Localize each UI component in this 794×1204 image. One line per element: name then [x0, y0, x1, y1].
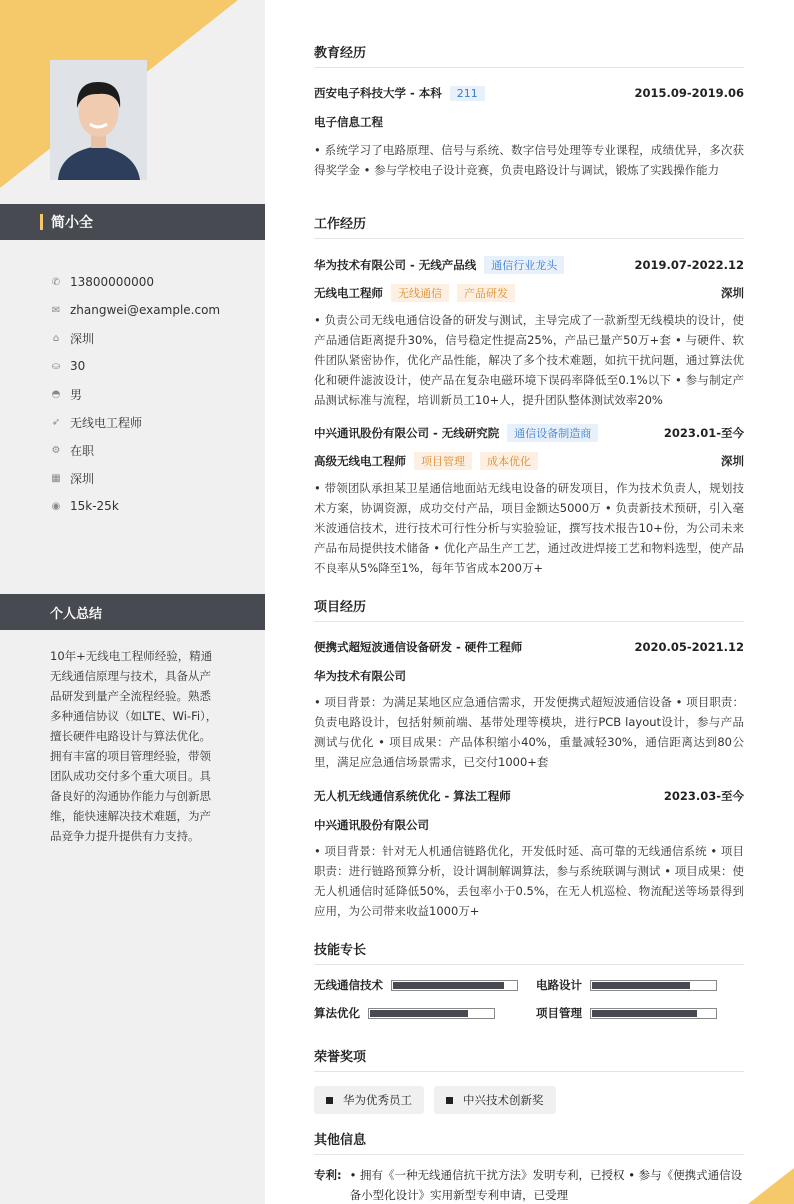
- company-tag: 通信设备制造商: [507, 424, 598, 442]
- honor-label: 华为优秀员工: [343, 1093, 412, 1107]
- home-icon: ⌂: [52, 332, 60, 344]
- email-icon: ✉: [51, 304, 61, 316]
- school-name: 西安电子科技大学 - 本科: [314, 86, 442, 100]
- square-bullet-icon: [446, 1097, 453, 1104]
- skill-item: [314, 1005, 522, 1021]
- skill-name: 项目管理: [536, 1006, 582, 1020]
- skill-item: [536, 977, 744, 993]
- skill-name: 电路设计: [536, 978, 582, 992]
- honor-item: [434, 1086, 556, 1114]
- work-role-row: [314, 284, 744, 302]
- skill-fill: [592, 982, 690, 989]
- contact-list: [50, 268, 220, 520]
- work-period: 2023.01-至今: [663, 426, 744, 440]
- section-title: 其他信息: [314, 1129, 744, 1155]
- skills-section: [314, 939, 744, 1021]
- project-period: 2023.03-至今: [663, 789, 744, 803]
- honor-item: [314, 1086, 424, 1114]
- contact-value: 30: [70, 359, 86, 373]
- phone-icon: ✆: [51, 276, 61, 288]
- skill-item: [536, 1005, 744, 1021]
- contact-value: 无线电工程师: [70, 415, 143, 430]
- contact-value: 深圳: [70, 471, 95, 486]
- education-section: [314, 42, 744, 180]
- skill-item: [314, 977, 522, 993]
- honors-section: [314, 1046, 744, 1114]
- avatar-photo: [50, 60, 147, 180]
- age-icon: ⛀: [51, 360, 61, 372]
- work-section: [314, 213, 744, 578]
- contact-target-city: [50, 464, 220, 492]
- role-tag: 成本优化: [480, 452, 538, 470]
- skill-name: 无线通信技术: [314, 978, 383, 992]
- education-period: 2015.09-2019.06: [634, 86, 744, 100]
- work-period: 2019.07-2022.12: [634, 258, 744, 272]
- summary-bar: [0, 594, 265, 630]
- project-period: 2020.05-2021.12: [634, 640, 744, 654]
- contact-position: [50, 408, 220, 436]
- contact-value: 男: [70, 387, 83, 402]
- work-desc: • 负责公司无线电通信设备的研发与测试，主导完成了一款新型无线模块的设计，使产品通信距离提升30%，信号稳定性提高25%，产品已量产50万+套 • 与硬件、软件团队紧密协作，优化产品性能，解决了多个技术难题，如抗干扰问题，通过算法优化和硬件滤波设计，使产品在复杂电磁环境下误码率降低至0.1%以下 • 参与制定产品测试标准与流程，培训新员工10+人，提升团队整体测试效率20%: [314, 313, 744, 407]
- company-tag: 通信行业龙头: [484, 256, 564, 274]
- section-title: 荣誉奖项: [314, 1046, 744, 1072]
- work-city: 深圳: [721, 454, 744, 468]
- square-bullet-icon: [326, 1097, 333, 1104]
- skill-grid: [314, 977, 744, 1021]
- status-icon: ⚙: [51, 444, 61, 456]
- candidate-name: 简小全: [51, 215, 93, 231]
- contact-value: 15k-25k: [70, 499, 119, 513]
- section-title: 项目经历: [314, 596, 744, 622]
- project-header: [314, 788, 744, 804]
- skill-bar: [590, 1008, 717, 1019]
- role-tag: 无线通信: [391, 284, 449, 302]
- contact-status: [50, 436, 220, 464]
- section-title: 教育经历: [314, 42, 744, 68]
- work-role-row: [314, 452, 744, 470]
- role-tag: 产品研发: [457, 284, 515, 302]
- corner-decoration-bottom: [748, 1168, 794, 1204]
- sidebar: [0, 0, 265, 1204]
- summary-text: 10年+无线电工程师经验，精通无线通信原理与技术，具备从产品研发到量产全流程经验。熟悉多种通信协议（如LTE、Wi-Fi），擅长硬件电路设计与算法优化。拥有丰富的项目管理经验，带领团队成功交付多个重大项目。具备良好的沟通协作能力与创新思维，能快速解决技术难题，为产品竞争力提升提供有力支持。: [50, 649, 218, 843]
- contact-phone: [50, 268, 220, 296]
- project-desc: • 项目背景：针对无人机通信链路优化，开发低时延、高可靠的无线通信系统 • 项目职责：进行链路预算分析，设计调制解调算法，参与系统联调与测试 • 项目成果：使无人机通信时延降低50%，丢包率小于0.5%，在无人机巡检、物流配送等场景得到应用，为公司带来收益1000万+: [314, 844, 744, 918]
- send-icon: ➶: [51, 416, 61, 428]
- work-header: [314, 256, 744, 274]
- role: 无线电工程师: [314, 286, 383, 300]
- section-title: 工作经历: [314, 213, 744, 239]
- work-header: [314, 424, 744, 442]
- project-company: 中兴通讯股份有限公司: [314, 818, 429, 832]
- major: 电子信息工程: [314, 115, 383, 129]
- contact-city: [50, 324, 220, 352]
- other-value: • 拥有《一种无线通信抗干扰方法》发明专利，已授权 • 参与《便携式通信设备小型化设计》实用新型专利申请，已受理: [349, 1168, 743, 1202]
- honor-label: 中兴技术创新奖: [463, 1093, 544, 1107]
- name-accent: [40, 214, 43, 230]
- skill-fill: [370, 1010, 468, 1017]
- other-section: [314, 1129, 744, 1204]
- gender-icon: ◓: [51, 388, 61, 400]
- summary-title: 个人总结: [50, 606, 103, 622]
- school-tag: 211: [450, 86, 485, 101]
- projects-section: [314, 596, 744, 921]
- other-key: 专利:: [314, 1168, 342, 1182]
- education-desc: • 系统学习了电路原理、信号与系统、数字信号处理等专业课程，成绩优异，多次获得奖学金 • 参与学校电子设计竞赛，负责电路设计与调试，锻炼了实践操作能力: [314, 143, 744, 177]
- skill-fill: [393, 982, 504, 989]
- skill-bar: [590, 980, 717, 991]
- skill-name: 算法优化: [314, 1006, 360, 1020]
- major-row: [314, 114, 744, 130]
- project-company: 华为技术有限公司: [314, 669, 406, 683]
- honor-list: [314, 1086, 744, 1114]
- contact-value: 13800000000: [70, 275, 154, 289]
- contact-value: zhangwei@example.com: [70, 303, 221, 317]
- salary-icon: ◉: [51, 500, 61, 512]
- skill-bar: [368, 1008, 495, 1019]
- contact-value: 深圳: [70, 331, 95, 346]
- contact-age: [50, 352, 220, 380]
- project-company-row: [314, 668, 744, 684]
- company-name: 中兴通讯股份有限公司 - 无线研究院: [314, 426, 500, 440]
- building-icon: ▦: [51, 472, 61, 484]
- avatar: [50, 60, 147, 180]
- contact-salary: [50, 492, 220, 520]
- project-name: 便携式超短波通信设备研发 - 硬件工程师: [314, 640, 523, 654]
- work-city: 深圳: [721, 286, 744, 300]
- role: 高级无线电工程师: [314, 454, 406, 468]
- work-desc: • 带领团队承担某卫星通信地面站无线电设备的研发项目，作为技术负责人，规划技术方案，协调资源，成功交付产品，项目金额达5000万 • 负责新技术预研，引入毫米波通信技术，进行技术可行性分析与实验验证，撰写技术报告10+份，为公司未来产品布局提供技术储备 • 优化产品生产工艺，通过改进焊接工艺和物料选型，使产品不良率从5%降至1%，每年节省成本200万+: [314, 481, 744, 575]
- other-row: [314, 1165, 744, 1204]
- contact-gender: [50, 380, 220, 408]
- skill-bar: [391, 980, 518, 991]
- name-bar: [0, 204, 265, 240]
- section-title: 技能专长: [314, 939, 744, 965]
- project-company-row: [314, 817, 744, 833]
- skill-fill: [592, 1010, 697, 1017]
- contact-email: [50, 296, 220, 324]
- project-desc: • 项目背景：为满足某地区应急通信需求，开发便携式超短波通信设备 • 项目职责：负责电路设计，包括射频前端、基带处理等模块，进行PCB layout设计，参与产品测试与优化 • 项目成果：产品体积缩小40%，重量减轻30%，通信距离达到80公里，满足应急通信场景需求，已交付1000+套: [314, 695, 744, 769]
- contact-value: 在职: [70, 443, 95, 458]
- education-header: [314, 85, 744, 101]
- role-tag: 项目管理: [414, 452, 472, 470]
- company-name: 华为技术有限公司 - 无线产品线: [314, 258, 477, 272]
- project-name: 无人机无线通信系统优化 - 算法工程师: [314, 789, 511, 803]
- project-header: [314, 639, 744, 655]
